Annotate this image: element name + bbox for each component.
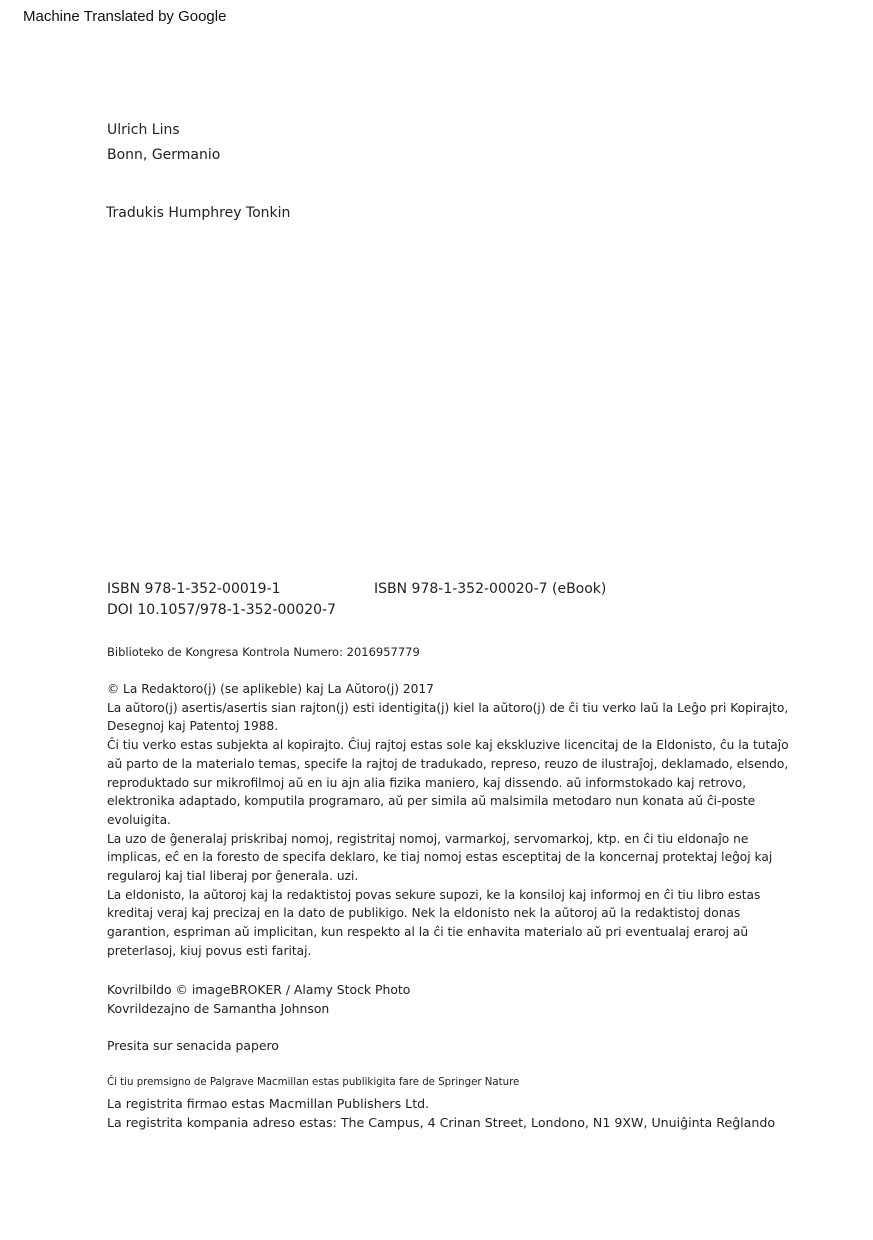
- library-of-congress-number: Biblioteko de Kongresa Kontrola Numero: 2016957779: [107, 645, 420, 659]
- doi: DOI 10.1057/978-1-352-00020-7: [107, 602, 336, 618]
- translator-credit: Tradukis Humphrey Tonkin: [106, 205, 291, 221]
- copyright-paragraph: La uzo de ĝeneralaj priskribaj nomoj, registritaj nomoj, varmarkoj, servomarkoj, ktp. en ĉi tiu eldonaĵo ne implicas, eĉ en la foresto de specifa deklaro, ke tiaj nomoj estas esceptitaj de la koncernaj protektaj leĝoj kaj regularoj kaj tial liberaj por ĝenerala. uzi.: [107, 831, 773, 884]
- machine-translation-banner: Machine Translated by Google: [23, 8, 227, 25]
- registered-company-block: [107, 1094, 775, 1132]
- copyright-block: [107, 680, 797, 961]
- registered-company: La registrita firmao estas Macmillan Publishers Ltd.: [107, 1096, 430, 1111]
- imprint-statement: Ĉi tiu premsigno de Palgrave Macmillan estas publikigita fare de Springer Nature: [107, 1077, 520, 1088]
- copyright-paragraph: Ĉi tiu verko estas subjekta al kopirajto. Ĉiuj rajtoj estas sole kaj ekskluzive licencitaj de la Eldonisto, ĉu la tutaĵo aŭ parto de la materialo temas, specife la rajtoj de tradukado, represo, reuzo de ilustraĵoj, deklamado, elsendo, reproduktado sur mikrofilmoj aŭ en iu ajn alia fizika maniero, kaj dissendo. aŭ informstokado kaj retrovo, elektronika adaptado, komputila programaro, aŭ per simila aŭ malsimila metodaro nun konata aŭ ĉi-poste evoluigita.: [107, 738, 789, 827]
- author-name: Ulrich Lins: [107, 122, 180, 138]
- author-location: Bonn, Germanio: [107, 147, 221, 163]
- isbn-ebook: ISBN 978-1-352-00020-7 (eBook): [374, 581, 607, 597]
- copyright-paragraph: La aŭtoro(j) asertis/asertis sian rajton(j) esti identigita(j) kiel la aŭtoro(j) de ĉi tiu verko laŭ la Leĝo pri Kopirajto, Desegnoj kaj Patentoj 1988.: [107, 700, 789, 734]
- author-block: [107, 118, 220, 168]
- cover-image-credit: Kovrilbildo © imageBROKER / Alamy Stock Photo: [107, 982, 411, 997]
- paper-statement: Presita sur senacida papero: [107, 1038, 279, 1053]
- isbn-print: ISBN 978-1-352-00019-1: [107, 581, 281, 597]
- copyright-paragraph: La eldonisto, la aŭtoroj kaj la redaktistoj povas sekure supozi, ke la konsiloj kaj informoj en ĉi tiu libro estas kreditaj veraj kaj precizaj en la dato de publikigo. Nek la eldonisto nek la aŭtoroj aŭ la redaktistoj donas garantion, espriman aŭ implicitan, kun respekto al la ĉi tie enhavita materialo aŭ pri eventualaj eraroj aŭ preterlasoj, kiuj povus esti faritaj.: [107, 887, 761, 958]
- registered-address: La registrita kompania adreso estas: The Campus, 4 Crinan Street, Londono, N1 9XW, Unuiĝinta Reĝlando: [107, 1115, 776, 1130]
- cover-credits: [107, 980, 410, 1018]
- identifiers-block: [107, 579, 336, 621]
- cover-design-credit: Kovrildezajno de Samantha Johnson: [107, 1001, 330, 1016]
- copyright-line: © La Redaktoro(j) (se aplikeble) kaj La Aŭtoro(j) 2017: [107, 682, 434, 696]
